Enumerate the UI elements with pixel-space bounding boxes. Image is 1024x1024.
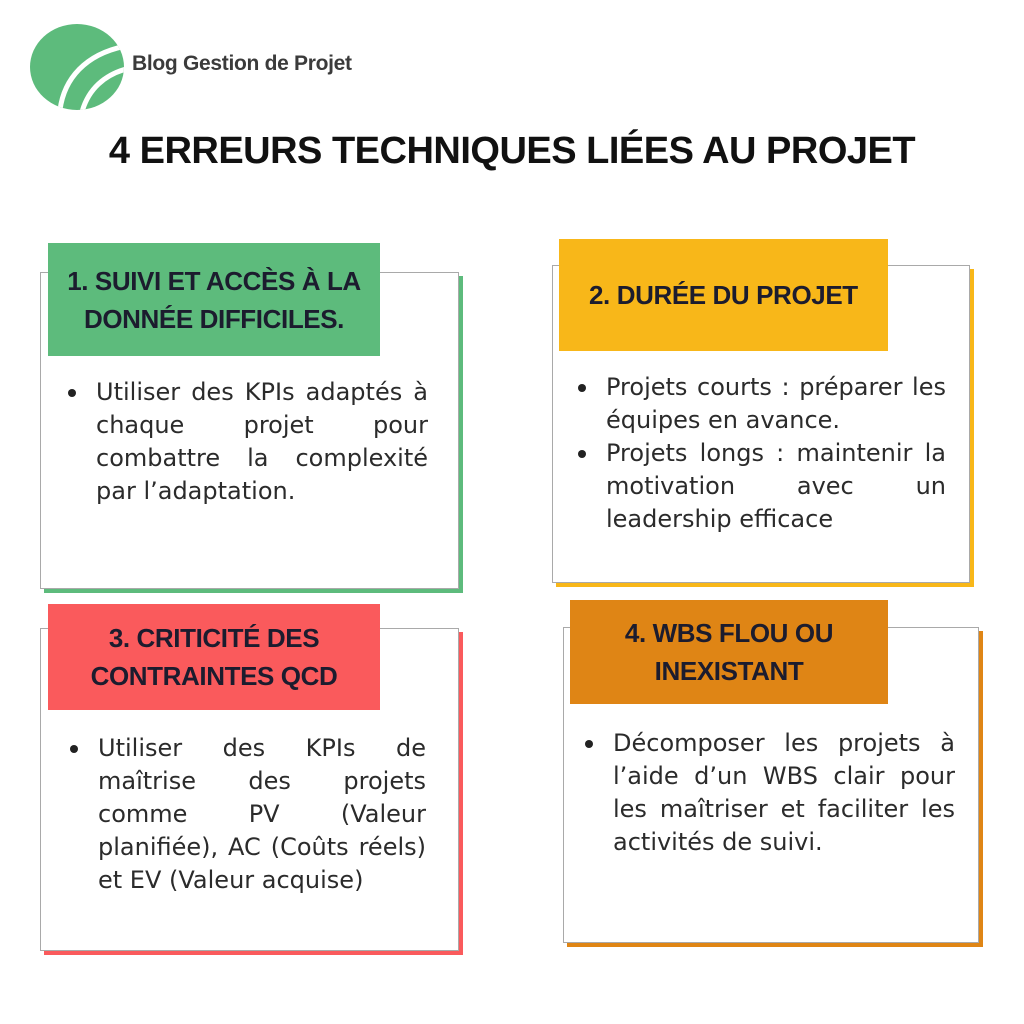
list-item: Utiliser des KPIs adaptés à chaque projet pour combattre la complexité par l’adaptation. bbox=[68, 376, 428, 508]
card-4-header: 4. WBS FLOU OU INEXISTANT bbox=[570, 600, 888, 704]
card-1-header: 1. SUIVI ET ACCÈS À LA DONNÉE DIFFICILES. bbox=[48, 243, 380, 356]
list-item: Projets longs : maintenir la motivation avec un leadership efficace bbox=[578, 437, 946, 536]
brand-name: Blog Gestion de Projet bbox=[132, 52, 352, 75]
card-3-header: 3. CRITICITÉ DES CONTRAINTES QCD bbox=[48, 604, 380, 710]
list-item: Utiliser des KPIs de maîtrise des projets comme PV (Valeur planifiée), AC (Coûts réels) et EV (Valeur acquise) bbox=[70, 732, 426, 897]
card-1-list bbox=[68, 376, 428, 508]
list-item: Décomposer les projets à l’aide d’un WBS clair pour les maîtriser et faciliter les activités de suivi. bbox=[585, 727, 955, 859]
card-2-list bbox=[578, 371, 946, 536]
page-title: 4 ERREURS TECHNIQUES LIÉES AU PROJET bbox=[108, 130, 916, 172]
card-2-header: 2. DURÉE DU PROJET bbox=[559, 239, 888, 351]
leaf-logo-icon bbox=[30, 24, 125, 110]
card-3-list bbox=[70, 732, 426, 897]
list-item: Projets courts : préparer les équipes en avance. bbox=[578, 371, 946, 437]
card-4-list bbox=[585, 727, 955, 859]
